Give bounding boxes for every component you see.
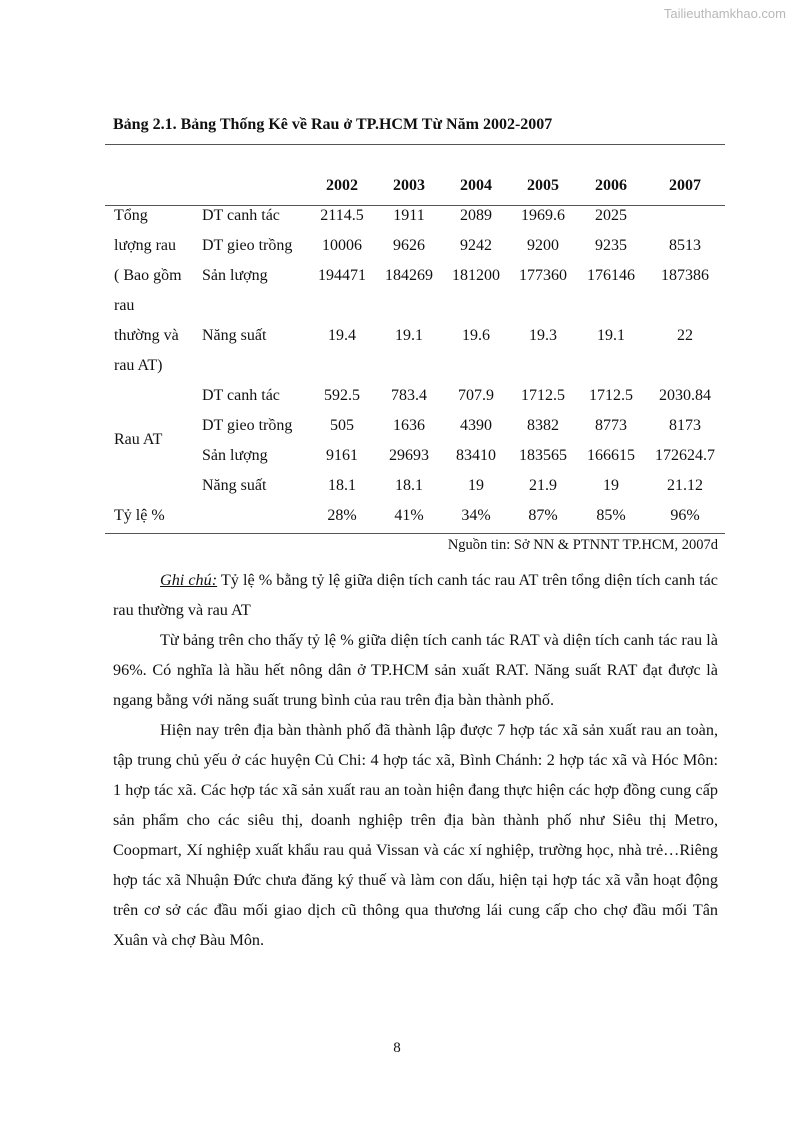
ratio-cell: 85% [596, 507, 626, 524]
group-label-line: lượng rau [114, 237, 177, 254]
table-cell: 8382 [527, 417, 559, 434]
table-cell: 83410 [456, 447, 496, 464]
table-cell: 1969.6 [521, 207, 565, 224]
paragraph-text: Hiện nay trên địa bàn thành phố đã thành lập được 7 hợp tác xã sản xuất rau an toàn, tập trung chủ yếu ở các huyện Củ Chi: 4 hợp tác xã, Bình Chánh: 2 hợp tác xã và Hóc Môn: 1 hợp tác xã. Các hợp tác xã sản xuất rau an toàn hiện đang thực hiện các hợp đồng cung cấp sản phẩm cho các siêu thị, doanh nghiệp trên địa bàn thành phố như Siêu thị Metro, Coopmart, Xí nghiệp xuất khẩu rau quả Vissan và các xí nghiệp, trường học, nhà trẻ…Riêng hợp tác xã Nhuận Đức chưa đăng ký thuế và làm con dấu, hiện tại hợp tác xã vẫn hoạt động trên cơ sở các đầu mối giao dịch cũ thông qua thương lái cung cấp cho chợ đầu mối Tân Xuân và chợ Bàu Môn. [113, 721, 718, 949]
table-caption: Bảng 2.1. Bảng Thống Kê về Rau ở TP.HCM Từ Năm 2002-2007 [113, 116, 553, 133]
table-cell: 4390 [460, 417, 492, 434]
metric-label: Sản lượng [202, 267, 268, 284]
metric-label: Sản lượng [202, 447, 268, 464]
table-cell: 183565 [519, 447, 567, 464]
table-cell: 9235 [595, 237, 627, 254]
table-cell: 1712.5 [521, 387, 565, 404]
table-cell: 19.3 [529, 327, 557, 344]
ratio-cell: 87% [528, 507, 558, 524]
table-cell: 9200 [527, 237, 559, 254]
table-cell: 18.1 [328, 477, 356, 494]
table-cell: 2025 [595, 207, 627, 224]
metric-label: DT gieo trồng [202, 237, 293, 254]
table-cell: 592.5 [324, 387, 360, 404]
table-cell: 9161 [326, 447, 358, 464]
page-number: 8 [393, 1040, 401, 1056]
group-label-line: rau [114, 297, 135, 314]
year-header: 2007 [669, 177, 701, 194]
table-cell: 2114.5 [320, 207, 364, 224]
year-header: 2004 [460, 177, 492, 194]
table-cell: 1712.5 [589, 387, 633, 404]
table-cell: 8773 [595, 417, 627, 434]
table-cell: 18.1 [395, 477, 423, 494]
table-cell: 2030.84 [659, 387, 711, 404]
ratio-cell: 41% [394, 507, 424, 524]
table-cell: 783.4 [391, 387, 427, 404]
table-cell: 19.1 [597, 327, 625, 344]
metric-label: Năng suất [202, 327, 267, 344]
note-text: Tỷ lệ % bằng tỷ lệ giữa diện tích canh tác rau AT trên tổng diện tích canh tác rau thường và rau AT [113, 571, 718, 619]
year-header: 2006 [595, 177, 627, 194]
table-cell: 8513 [669, 237, 701, 254]
note-label: Ghi chú: [160, 571, 218, 589]
table-cell: 19 [468, 477, 484, 494]
table-cell: 184269 [385, 267, 433, 284]
year-header: 2005 [527, 177, 559, 194]
group-label-line: Tổng [114, 207, 148, 224]
paragraph [113, 715, 718, 955]
group-label-line: thường và [114, 327, 179, 344]
table-cell: 9626 [393, 237, 425, 254]
table-cell: 707.9 [458, 387, 494, 404]
table-cell: 505 [330, 417, 354, 434]
table-cell: 177360 [519, 267, 567, 284]
table-cell: 19.4 [328, 327, 356, 344]
watermark: Tailieuthamkhao.com [663, 6, 786, 21]
ratio-label: Tỷ lệ % [114, 507, 165, 524]
year-header: 2003 [393, 177, 425, 194]
metric-label: DT canh tác [202, 387, 280, 404]
group-label: Rau AT [114, 431, 163, 448]
table-cell: 9242 [460, 237, 492, 254]
table-cell: 22 [677, 327, 693, 344]
table-cell: 1636 [393, 417, 425, 434]
paragraph [113, 625, 718, 715]
metric-label: DT canh tác [202, 207, 280, 224]
year-header: 2002 [326, 177, 358, 194]
table-cell: 2089 [460, 207, 492, 224]
table-source: Nguồn tin: Sở NN & PTNNT TP.HCM, 2007d [447, 537, 718, 553]
table-cell: 187386 [661, 267, 709, 284]
table-cell: 194471 [318, 267, 366, 284]
table-cell: 1911 [393, 207, 425, 224]
metric-label: Năng suất [202, 477, 267, 494]
group-label-line: rau AT) [114, 357, 163, 374]
metric-label: DT gieo trồng [202, 417, 293, 434]
note-paragraph [113, 565, 718, 625]
table-cell: 8173 [669, 417, 701, 434]
table-cell: 172624.7 [655, 447, 715, 464]
ratio-cell: 96% [670, 507, 700, 524]
paragraph-text: Từ bảng trên cho thấy tỷ lệ % giữa diện tích canh tác RAT và diện tích canh tác rau là 96%. Có nghĩa là hầu hết nông dân ở TP.HCM sản xuất RAT. Năng suất RAT đạt được là ngang bằng với năng suất trung bình của rau trên địa bàn thành phố. [113, 631, 718, 709]
table-cell: 19.6 [462, 327, 490, 344]
table-cell: 21.9 [529, 477, 557, 494]
table-bottom-rule [105, 533, 725, 534]
group-label-line: ( Bao gồm [114, 267, 182, 284]
table-cell: 21.12 [667, 477, 703, 494]
table-cell: 181200 [452, 267, 500, 284]
table-cell: 19.1 [395, 327, 423, 344]
table-cell: 166615 [587, 447, 635, 464]
ratio-cell: 34% [461, 507, 491, 524]
table-cell: 19 [603, 477, 619, 494]
ratio-cell: 28% [327, 507, 357, 524]
table-top-rule [105, 144, 725, 145]
table-cell: 29693 [389, 447, 429, 464]
table-cell: 176146 [587, 267, 635, 284]
table-cell: 10006 [322, 237, 362, 254]
